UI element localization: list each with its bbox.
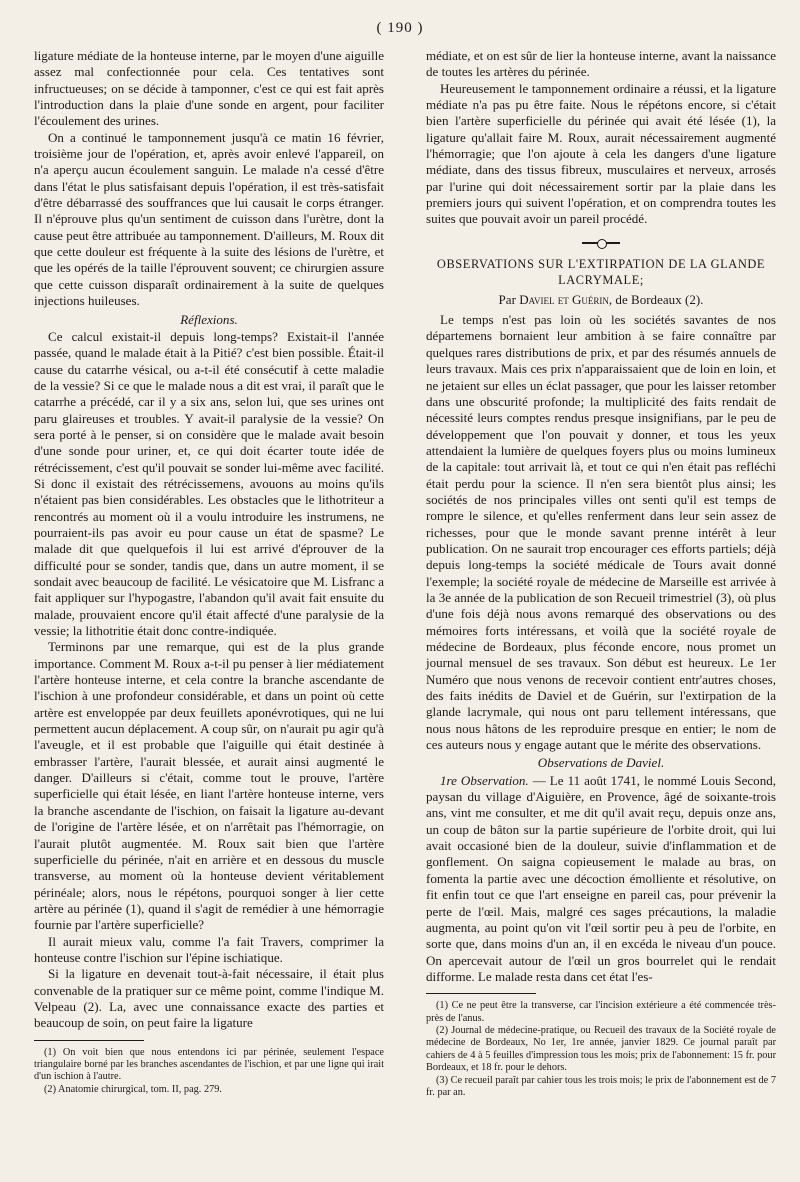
observation-label: 1re Observation. [440,772,529,788]
section-ornament [582,242,620,244]
body-paragraph: ligature médiate de la honteuse interne, par le moyen d'une aiguille assez mal confectionnée pour cela. Ces tentatives sont infructueuses; on se décide à tamponner, c'est ce qui est fait après l'introduction dans la plaie d'une sonde en argent, pour faciliter l'écoulement des urines. [34,48,384,129]
section-title: OBSERVATIONS SUR L'EXTIRPATION DE LA GLANDE LACRYMALE; [436,256,766,287]
right-footnotes [426,1000,776,1099]
body-paragraph: On a continué le tamponnement jusqu'à ce matin 16 février, troisième jour de l'opération, et, après avoir enlevé l'appareil, on n'a aperçu aucun écoulement sanguin. Le malade n'a cessé d'être dans l'état le plus satisfaisant depuis l'opération, il est très-satisfait d'être débarrassé des souffrances que lui causait le corps étranger. Il n'éprouve plus qu'un sentiment de cuisson dans l'urètre, dont la cause peut être attribuée au tamponnement. D'ailleurs, M. Roux dit que cette douleur est fréquente à la suite des lésions de l'urètre, et que les opérés de la taille l'éprouvent souvent; ce chirurgien assure que cette cuisson disparaît ordinairement à la suite de quelques injections huileuses. [34,129,384,309]
body-paragraph: Ce calcul existait-il depuis long-temps? Existait-il l'année passée, quand le malade était à la Pitié? c'est bien possible. Était-il cause du catarrhe vésical, ou a-t-il été consécutif à cette maladie de la vessie? Si ce que le malade nous a dit est vrai, il paraît que le catarrhe a précédé, car il y a six ans, selon lui, que ses urines ont paru glaireuses et troubles. Y avait-il paralysie de la vessie? On sera porté à le penser, si on considère que le malade avait besoin d'une sonde pour uriner, et, ce qui doit écarter toute idée de rétrécissement, c'est qu'il pouvait se sonder lui-même avec facilité. Si donc il existait des rétrécissemens, avouons au moins qu'ils n'étaient pas bien considérables. Les obstacles que le lithotriteur a rencontrés au moment où il a voulu introduire les instrumens, ne pourraient-ils pas avoir eu pour cause un état de spasme? Le malade dit que quelquefois il lui est arrivé d'éprouver de la difficulté pour se sonder, tandis que, dans un autre moment, il se sondait avec beaucoup de facilité. Le vésicatoire que M. Lisfranc a fait appliquer sur l'hypogastre, l'abandon qu'il avait fait ensuite du malade, prouvaient encore qu'il était affecté d'une paralysie de la vessie; la lithotritie était donc contre-indiquée. [34,328,384,639]
observations-heading: Observations de Daviel. [537,755,665,771]
footnote: (3) Ce recueil paraît par cahier tous les trois mois; le prix de l'abonnement est de 7 fr. par an. [426,1074,776,1099]
body-paragraph: médiate, et on est sûr de lier la honteuse interne, avant la naissance de toutes les artères du périnée. [426,48,776,80]
footnote: (2) Journal de médecine-pratique, ou Recueil des travaux de la Société royale de médecine de Bordeaux, No 1er, 1re année, janvier 1829. Ce journal paraît par cahiers de 4 à 5 feuilles d'impression tous les mois; prix de l'abonnement: 15 fr. pour Bordeaux, et 18 fr. pour le dehors. [426,1025,776,1074]
footnote-divider [426,993,536,994]
left-footnotes [34,1047,384,1097]
observation-paragraph [426,773,776,985]
body-paragraph: Si la ligature en devenait tout-à-fait nécessaire, il était plus convenable de la pratiquer sur ce même point, comme l'indique M. Velpeau (2). La, avec une connaissance exacte des parties et beaucoup de soin, on peut faire la ligature [34,966,384,1031]
byline-suffix: , de Bordeaux (2). [608,291,704,307]
footnote: (2) Anatomie chirurgical, tom. II, pag. 279. [44,1083,222,1095]
right-column [426,48,776,1099]
byline-authors: Daviel et Guérin [519,291,609,307]
body-paragraph: Heureusement le tamponnement ordinaire a réussi, et la ligature médiate n'a pas pu être faite. Nous le répétons encore, si c'était bien l'artère superficielle du périnée qui avait été lésée (1), la ligature qu'allait faire M. Roux, aurait nécessairement augmenté l'hémorragie; que l'on ajoute à cela les dangers d'une ligature médiate, dans des tissus fibreux, musculaires et nerveux, arrosés par l'urine qui doit nécessairement sortir par la plaie dans les premiers jours qui suivent l'opération, et on comprendra toutes les suites que pouvait avoir un pareil procédé. [426,80,776,227]
footnote-divider [34,1040,144,1041]
footnote: (1) On voit bien que nous entendons ici par périnée, seulement l'espace triangulaire borné par les branches ascendantes de l'ischion, et par une ligne qui irait d'un ischion à l'autre. [34,1046,384,1083]
body-paragraph: Le temps n'est pas loin où les sociétés savantes de nos départemens bornaient leur ambition à se faire connaître par quelques rares distributions de prix, et par des résumés annuels de leurs travaux. Mais ces prix n'apparaissaient que de loin en loin, et ne jetaient sur elles un éclat passager, que pour les laisser retomber dans une obscurité profonde; la multiplicité des faits rendait de nécessité leurs comptes rendus presque insignifians, par le peu de développement que l'on pouvait y donner, et tous les yeux attendaient la lumière de quelques foyers plus ou moins lumineux de la capitale: tout arrivait là, et tout ce qui n'en était pas refléchi était perdu pour la science. Il n'en sera bientôt plus ainsi; les sociétés de nos principales villes ont senti qu'il est temps de rompre le silence, et qu'elles renferment dans leur sein assez de richesses, pour que le monde savant prenne intérêt à leur publication. On ne saurait trop encourager ces efforts partiels; déjà depuis long-temps la société médicale de Tours avait donné l'exemple; la société royale de médecine de Marseille est arrivée à la 3e année de la publication de son Recueil trimestriel (3), où plus d'une fois déjà nous avons remarqué des observations ou des mémoires forts intéressans, et voilà que la société royale de médecine de Bordeaux, plus féconde encore, nous promet un journal mensuel de ses travaux. Son début est heureux. Le 1er Numéro que nous venons de recevoir contient entr'autres choses, des faits inédits de Daviel et de Guérin, sur l'extirpation de la glande lacrymale, qui nous ont paru tellement intéressans, que nous nous hâtons de les reproduire presque en entier; le nom de ces auteurs nous y engage autant que le mérite des observations. [426,312,776,753]
observation-text: — Le 11 août 1741, le nommé Louis Second, paysan du village d'Aiguière, en Provence, âgé de soixante-trois ans, vint me consulter, et me dit qu'il avait reçu, depuis onze ans, un coup de bâton sur la partie supérieure de l'orbite droit, qui lui avait occasioné bien de la douleur, suivie d'inflammation et de gonflement. On saigna copieusement le malade au bras, on fomenta la partie avec une décoction émolliente et résolutive, on fit enfin tout ce que l'art enseigne en pareil cas, pour prévenir la perte de l'œil. Mais, malgré ces sages précautions, la maladie augmenta, au point qu'on vit l'œil sortir peu à peu de l'orbite, en sorte que, dans moins d'un an, il en excéda le niveau d'un pouce. On apercevait autour de l'œil un gros bourrelet qui le rendait difforme. Le malade resta dans cet état l'es- [426,772,777,984]
byline [426,292,776,308]
left-column [34,48,384,1096]
body-paragraph: Il aurait mieux valu, comme l'a fait Travers, comprimer la honteuse contre l'ischion sur l'épine ischiatique. [34,933,384,965]
body-paragraph: Terminons par une remarque, qui est de la plus grande importance. Comment M. Roux a-t-il pu penser à lier médiatement l'artère honteuse interne, et cela contre la branche ascendante de l'ischion à une profondeur considérable, et dans un point où cette artère est enveloppée par deux feuillets aponévrotiques, qui ne lui permettent aucun déplacement. A coup sûr, on n'aurait pu agir qu'à l'aveugle, et il est probable que l'aiguille qui était destinée à embrasser l'artère, l'aurait blessée, et aurait ainsi augmenté le danger. D'ailleurs si c'était, comme tout le prouve, l'artère superficielle qui était lésée, en liant l'artère honteuse interne, vers la branche ascendante de l'ischion, on faisait la ligature au-devant de l'origine de l'artère lésée, et on n'arrêtait pas l'hémorragie, on l'aurait plutôt augmentée. M. Roux sait bien que l'artère superficielle du périnée, n'ait en arrière et en dessous du muscle transverse, au moment où la honteuse devient véritablement périnéale; alors, nous le répétons, pourquoi songer à lier cette artère au périnée (1), quand il s'agit de remédier à une hémorragie fournie par l'artère superficielle? [34,639,384,933]
reflexions-heading: Réflexions. [180,311,238,327]
page-number: ( 190 ) [376,20,424,36]
footnote: (1) Ce ne peut être la transverse, car l'incision extérieure a été commencée très-près de l'anus. [426,1000,776,1024]
byline-prefix: Par [498,291,520,307]
